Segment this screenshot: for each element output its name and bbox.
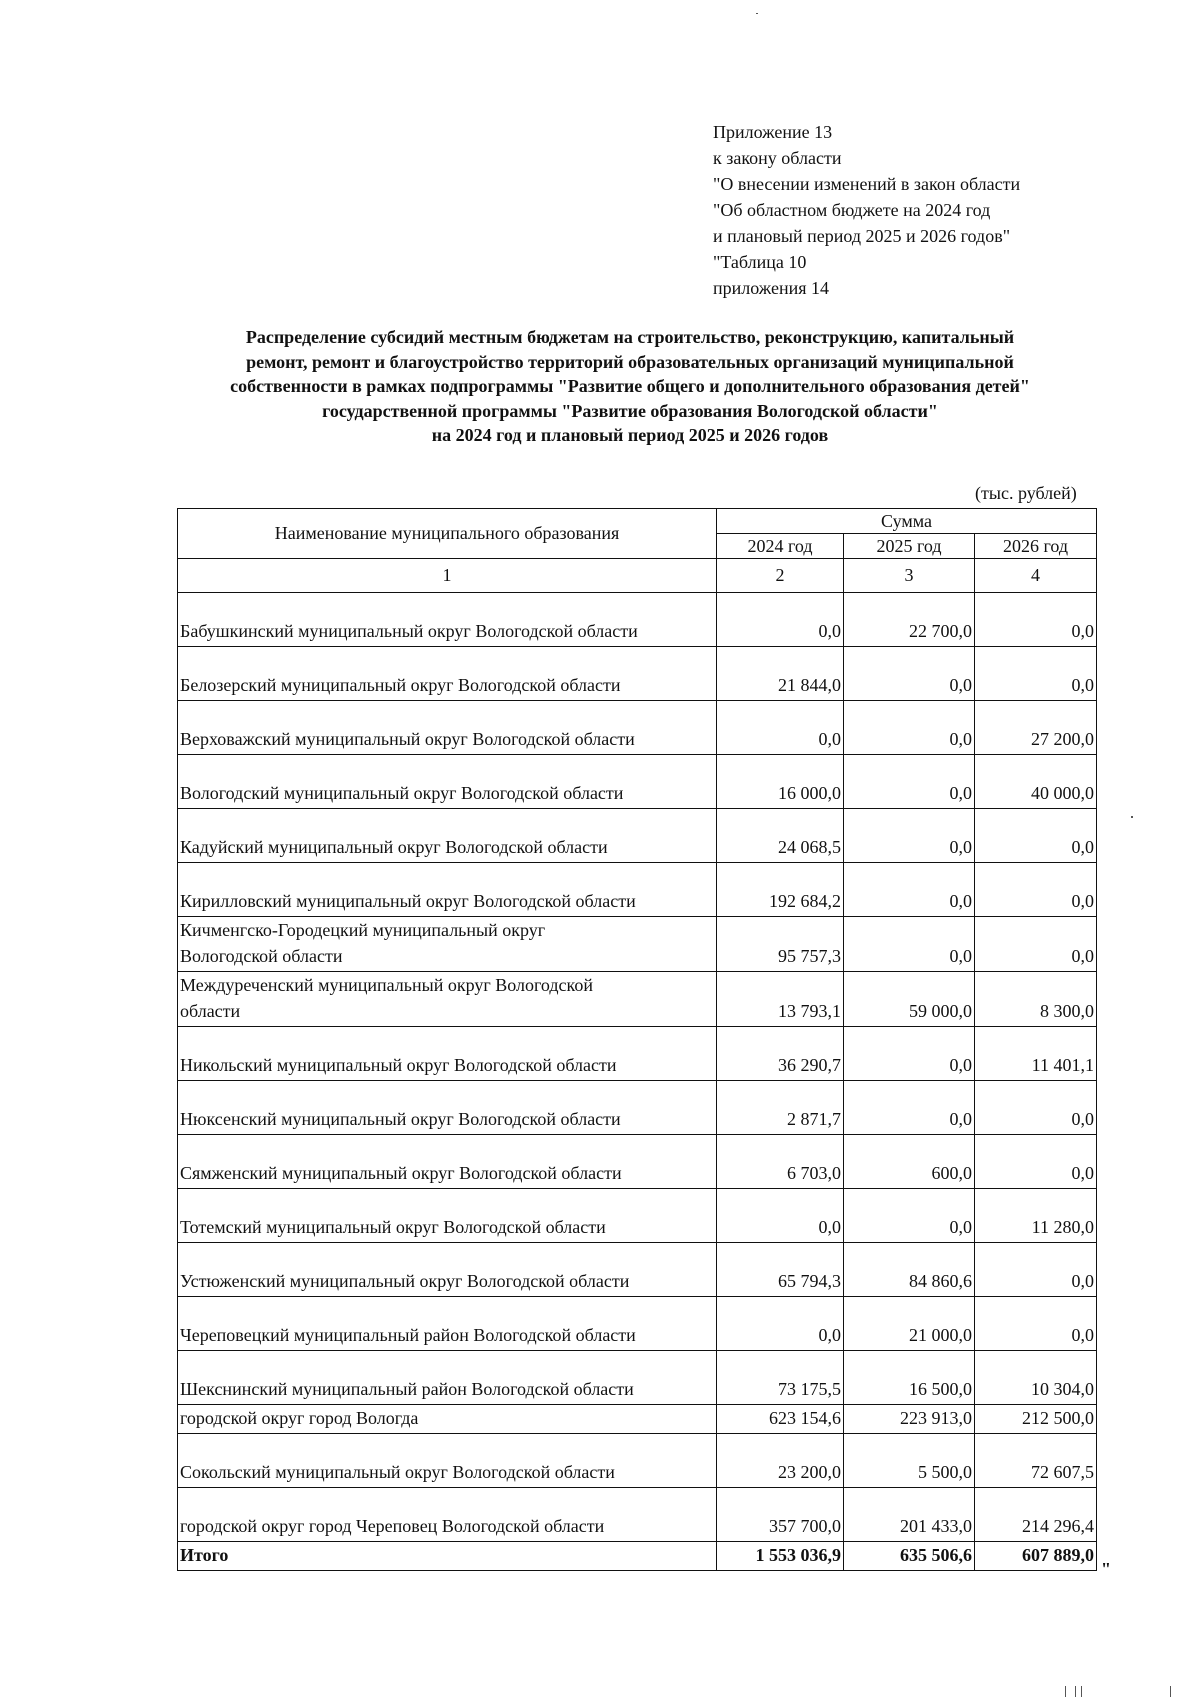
row-name-line: Кирилловский муниципальный округ Вологодской области — [180, 891, 636, 911]
row-value-2025: 0,0 — [844, 863, 975, 917]
row-value-2026: 0,0 — [975, 917, 1097, 972]
row-value-2025: 0,0 — [844, 917, 975, 972]
row-value-2026: 11 401,1 — [975, 1027, 1097, 1081]
row-name-line: Бабушкинский муниципальный округ Вологодской области — [180, 621, 638, 641]
row-value-2024: 0,0 — [717, 593, 844, 647]
row-value-2024: 73 175,5 — [717, 1351, 844, 1405]
row-name-line: Череповецкий муниципальный район Вологодской области — [180, 1325, 636, 1345]
row-name — [178, 593, 717, 647]
row-name — [178, 1297, 717, 1351]
total-value-2026: 607 889,0 — [975, 1542, 1097, 1571]
row-value-2025: 59 000,0 — [844, 972, 975, 1027]
row-value-2025: 223 913,0 — [844, 1405, 975, 1434]
table-row — [178, 972, 1097, 1027]
row-name — [178, 917, 717, 972]
row-name-line: Кадуйский муниципальный округ Вологодской области — [180, 837, 608, 857]
row-name — [178, 863, 717, 917]
row-name-line: Вологодской области — [180, 946, 343, 966]
title-line: Распределение субсидий местным бюджетам на строительство, реконструкцию, капитальный — [245, 327, 1015, 347]
row-value-2026: 0,0 — [975, 593, 1097, 647]
row-value-2025: 0,0 — [844, 755, 975, 809]
row-value-2025: 22 700,0 — [844, 593, 975, 647]
row-name-line: области — [180, 1001, 241, 1021]
row-value-2026: 10 304,0 — [975, 1351, 1097, 1405]
header-name: Наименование муниципального образования — [178, 509, 717, 559]
row-value-2026: 11 280,0 — [975, 1189, 1097, 1243]
table-row — [178, 1434, 1097, 1488]
title-line: государственной программы "Развитие образования Вологодской области" — [322, 400, 938, 421]
table-row — [178, 593, 1097, 647]
row-value-2024: 21 844,0 — [717, 647, 844, 701]
row-name — [178, 1189, 717, 1243]
row-name-line: Тотемский муниципальный округ Вологодской области — [180, 1217, 606, 1237]
header-year-2025: 2025 год — [844, 534, 975, 559]
row-name — [178, 1488, 717, 1542]
table-row — [178, 809, 1097, 863]
total-value-2025: 635 506,6 — [844, 1542, 975, 1571]
row-value-2026: 212 500,0 — [975, 1405, 1097, 1434]
row-name-line: Белозерский муниципальный округ Вологодской области — [180, 675, 621, 695]
scan-mark — [756, 13, 758, 14]
row-value-2024: 2 871,7 — [717, 1081, 844, 1135]
title-line: ремонт, ремонт и благоустройство территорий образовательных организаций муниципальной — [246, 351, 1014, 372]
document-title — [170, 325, 1090, 448]
row-name — [178, 1027, 717, 1081]
row-name-line: Шекснинский муниципальный район Вологодской области — [180, 1379, 634, 1399]
appendix-line: приложения 14 — [713, 278, 830, 298]
appendix-line: Приложение 13 — [713, 122, 833, 142]
row-name-line: Вологодский муниципальный округ Вологодской области — [180, 783, 624, 803]
table-row — [178, 1488, 1097, 1542]
units-label: (тыс. рублей) — [975, 483, 1077, 503]
title-line: на 2024 год и плановый период 2025 и 2026 годов — [431, 425, 829, 445]
row-name — [178, 972, 717, 1027]
row-name — [178, 647, 717, 701]
row-value-2026: 72 607,5 — [975, 1434, 1097, 1488]
row-value-2026: 0,0 — [975, 1297, 1097, 1351]
closing-quote: " — [1101, 1559, 1111, 1579]
row-value-2024: 0,0 — [717, 701, 844, 755]
row-value-2026: 8 300,0 — [975, 972, 1097, 1027]
table-row — [178, 863, 1097, 917]
total-row — [178, 1542, 1097, 1571]
row-value-2026: 0,0 — [975, 1135, 1097, 1189]
table-row — [178, 1297, 1097, 1351]
table-row — [178, 1189, 1097, 1243]
subsidy-table — [177, 508, 1097, 1571]
row-value-2024: 23 200,0 — [717, 1434, 844, 1488]
row-value-2024: 65 794,3 — [717, 1243, 844, 1297]
row-value-2024: 0,0 — [717, 1189, 844, 1243]
row-name — [178, 1351, 717, 1405]
row-value-2026: 0,0 — [975, 1081, 1097, 1135]
table-row — [178, 1405, 1097, 1434]
row-name-line: Никольский муниципальный округ Вологодской области — [180, 1055, 617, 1075]
row-value-2024: 623 154,6 — [717, 1405, 844, 1434]
row-name-line: Кичменгско-Городецкий муниципальный округ — [180, 920, 546, 940]
table-row — [178, 755, 1097, 809]
row-value-2026: 214 296,4 — [975, 1488, 1097, 1542]
scan-mark — [1075, 1686, 1076, 1697]
row-value-2026: 0,0 — [975, 809, 1097, 863]
row-value-2024: 16 000,0 — [717, 755, 844, 809]
table-row — [178, 701, 1097, 755]
table-row — [178, 1243, 1097, 1297]
row-value-2025: 0,0 — [844, 701, 975, 755]
col-number: 3 — [844, 559, 975, 593]
scan-mark — [1081, 1686, 1082, 1697]
row-value-2025: 16 500,0 — [844, 1351, 975, 1405]
scan-mark — [1065, 1686, 1066, 1697]
row-name — [178, 1081, 717, 1135]
row-value-2025: 0,0 — [844, 647, 975, 701]
row-value-2025: 5 500,0 — [844, 1434, 975, 1488]
appendix-line: и плановый период 2025 и 2026 годов" — [713, 226, 1011, 246]
table-row — [178, 647, 1097, 701]
appendix-line: "Таблица 10 — [713, 252, 807, 272]
row-value-2026: 0,0 — [975, 863, 1097, 917]
appendix-line: к закону области — [713, 148, 842, 168]
row-name-line: городской округ город Вологда — [180, 1408, 419, 1428]
row-value-2026: 0,0 — [975, 1243, 1097, 1297]
table-row — [178, 1081, 1097, 1135]
table-row — [178, 917, 1097, 972]
row-value-2025: 21 000,0 — [844, 1297, 975, 1351]
row-name-line: Междуреченский муниципальный округ Вологодской — [180, 975, 593, 995]
title-line: собственности в рамках подпрограммы "Развитие общего и дополнительного образования детей" — [230, 376, 1030, 396]
row-name — [178, 809, 717, 863]
table-row — [178, 1351, 1097, 1405]
row-value-2025: 0,0 — [844, 1027, 975, 1081]
col-number: 1 — [178, 559, 717, 593]
row-value-2024: 13 793,1 — [717, 972, 844, 1027]
row-value-2024: 192 684,2 — [717, 863, 844, 917]
row-name — [178, 1243, 717, 1297]
row-value-2025: 84 860,6 — [844, 1243, 975, 1297]
row-value-2025: 0,0 — [844, 809, 975, 863]
scan-mark — [1170, 1686, 1171, 1697]
header-year-2026: 2026 год — [975, 534, 1097, 559]
appendix-line: "О внесении изменений в закон области — [713, 174, 1021, 194]
table-row — [178, 1135, 1097, 1189]
table-body — [178, 593, 1097, 1571]
row-name — [178, 1135, 717, 1189]
row-name-line: городской округ город Череповец Вологодской области — [180, 1516, 605, 1536]
row-name-line: Сямженский муниципальный округ Вологодской области — [180, 1163, 622, 1183]
row-name — [178, 1434, 717, 1488]
row-name — [178, 1405, 717, 1434]
header-year-2024: 2024 год — [717, 534, 844, 559]
row-value-2026: 0,0 — [975, 647, 1097, 701]
row-value-2025: 0,0 — [844, 1081, 975, 1135]
table-row — [178, 1027, 1097, 1081]
row-name-line: Верховажский муниципальный округ Вологодской области — [180, 729, 635, 749]
row-value-2024: 0,0 — [717, 1297, 844, 1351]
row-value-2024: 95 757,3 — [717, 917, 844, 972]
row-name — [178, 701, 717, 755]
row-value-2026: 40 000,0 — [975, 755, 1097, 809]
row-name-line: Устюженский муниципальный округ Вологодской области — [180, 1271, 630, 1291]
col-number: 2 — [717, 559, 844, 593]
appendix-block — [713, 119, 1020, 301]
row-value-2024: 357 700,0 — [717, 1488, 844, 1542]
row-value-2025: 600,0 — [844, 1135, 975, 1189]
row-name-line: Нюксенский муниципальный округ Вологодской области — [180, 1109, 621, 1129]
row-name-line: Сокольский муниципальный округ Вологодской области — [180, 1462, 615, 1482]
row-name — [178, 755, 717, 809]
row-value-2024: 36 290,7 — [717, 1027, 844, 1081]
row-value-2025: 201 433,0 — [844, 1488, 975, 1542]
col-number: 4 — [975, 559, 1097, 593]
row-value-2025: 0,0 — [844, 1189, 975, 1243]
scan-mark — [1131, 816, 1133, 818]
appendix-line: "Об областном бюджете на 2024 год — [713, 200, 991, 220]
total-value-2024: 1 553 036,9 — [717, 1542, 844, 1571]
total-label: Итого — [178, 1542, 717, 1571]
row-value-2024: 6 703,0 — [717, 1135, 844, 1189]
header-sum: Сумма — [717, 509, 1097, 534]
row-value-2024: 24 068,5 — [717, 809, 844, 863]
row-value-2026: 27 200,0 — [975, 701, 1097, 755]
